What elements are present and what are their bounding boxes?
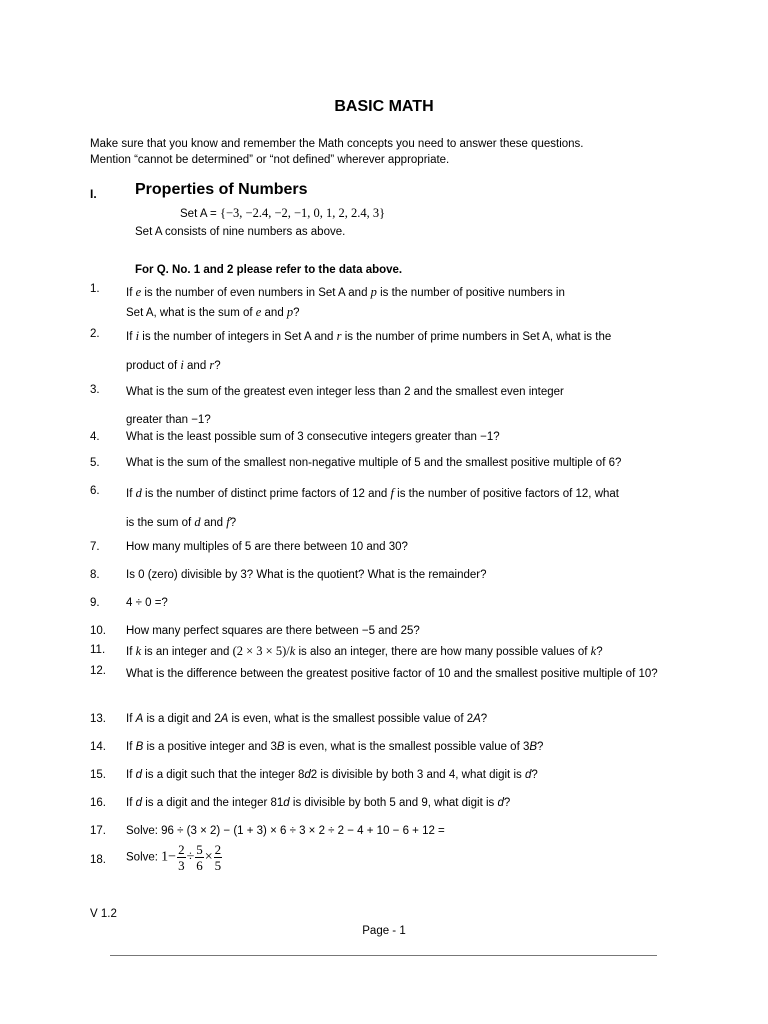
question-number: 13.: [90, 713, 106, 725]
intro-line-2: Mention “cannot be determined” or “not defined” wherever appropriate.: [90, 154, 450, 166]
document-title: BASIC MATH: [334, 98, 434, 115]
set-values: {−3, −2.4, −2, −1, 0, 1, 2, 2.4, 3}: [219, 206, 386, 220]
version-label: V 1.2: [90, 908, 117, 920]
question-text: What is the least possible sum of 3 consecutive integers greater than −1?: [126, 431, 500, 443]
question-text: Solve: 96 ÷ (3 × 2) − (1 + 3) × 6 ÷ 3 × 2 ÷ 2 − 4 + 10 − 6 + 12 =: [126, 825, 445, 837]
expression-lead: 1−: [161, 849, 177, 865]
section-number: I.: [90, 187, 97, 201]
question-expression: Solve: 1− $\frac{2}{3}$ ÷ $\frac{5}{6}$ × $\frac{2}{5}$: [126, 842, 222, 873]
question-text: If B is a positive integer and 3B is even, what is the smallest possible value of 3B?: [126, 741, 544, 753]
question-number: 12.: [90, 665, 106, 677]
question-text: Is 0 (zero) divisible by 3? What is the quotient? What is the remainder?: [126, 569, 487, 581]
question-number: 1.: [90, 283, 100, 295]
intro-line-1: Make sure that you know and remember the Math concepts you need to answer these questions.: [90, 138, 584, 150]
question-text: What is the difference between the greatest positive factor of 10 and the smallest positive multiple of 10?: [126, 668, 658, 680]
question-text: If d is the number of distinct prime factors of 12 and f is the number of positive factors of 12, what is the sum of d and f?: [126, 486, 619, 529]
section-title: Properties of Numbers: [135, 181, 308, 198]
question-number: 5.: [90, 457, 100, 469]
reference-note: For Q. No. 1 and 2 please refer to the data above.: [135, 264, 403, 276]
question-number: 2.: [90, 328, 100, 340]
question-number: 17.: [90, 825, 106, 837]
question-text: How many perfect squares are there between −5 and 25?: [126, 625, 420, 637]
question-text: What is the sum of the greatest even integer less than 2 and the smallest even integer greater than −1?: [126, 386, 564, 426]
question-number: 14.: [90, 741, 106, 753]
set-label: Set A =: [180, 208, 220, 220]
question-number: 11.: [90, 644, 106, 656]
question-number: 3.: [90, 384, 100, 396]
divide-operator: ÷: [186, 849, 195, 865]
question-number: 10.: [90, 625, 106, 637]
question-number: 7.: [90, 541, 100, 553]
question-text: 4 ÷ 0 =?: [126, 597, 168, 609]
set-description: Set A consists of nine numbers as above.: [135, 226, 346, 238]
question-number: 8.: [90, 569, 100, 581]
fraction-2: $\frac{5}{6}$: [196, 842, 203, 873]
footer-divider: [110, 955, 657, 956]
question-text: If k is an integer and (2 × 3 × 5)/k is also an integer, there are how many possible values of k?: [126, 644, 603, 658]
question-number: 4.: [90, 431, 100, 443]
question-number: 6.: [90, 485, 100, 497]
question-text: If i is the number of integers in Set A and r is the number of prime numbers in Set A, what is the product of i and r?: [126, 329, 612, 372]
question-text: What is the sum of the smallest non-negative multiple of 5 and the smallest positive multiple of 6?: [126, 457, 622, 469]
question-number: 15.: [90, 769, 106, 781]
fraction-3: $\frac{2}{5}$: [214, 842, 222, 873]
question-text: How many multiples of 5 are there between 10 and 30?: [126, 541, 408, 553]
question-number: 18.: [90, 854, 106, 866]
question-number: 9.: [90, 597, 100, 609]
set-definition: [180, 206, 385, 221]
page-number: Page - 1: [362, 925, 406, 937]
question-text: If e is the number of even numbers in Set A and p is the number of positive numbers in Set A, what is the sum of e and p?: [126, 285, 565, 319]
multiply-operator: ×: [204, 849, 213, 865]
question-text: If A is a digit and 2A is even, what is the smallest possible value of 2A?: [126, 713, 488, 725]
question-text: If d is a digit such that the integer 8d2 is divisible by both 3 and 4, what digit is d?: [126, 769, 538, 781]
question-number: 16.: [90, 797, 106, 809]
fraction-1: $\frac{2}{3}$: [178, 842, 185, 873]
question-text: If d is a digit and the integer 81d is divisible by both 5 and 9, what digit is d?: [126, 797, 511, 809]
intro-text: [90, 136, 680, 168]
